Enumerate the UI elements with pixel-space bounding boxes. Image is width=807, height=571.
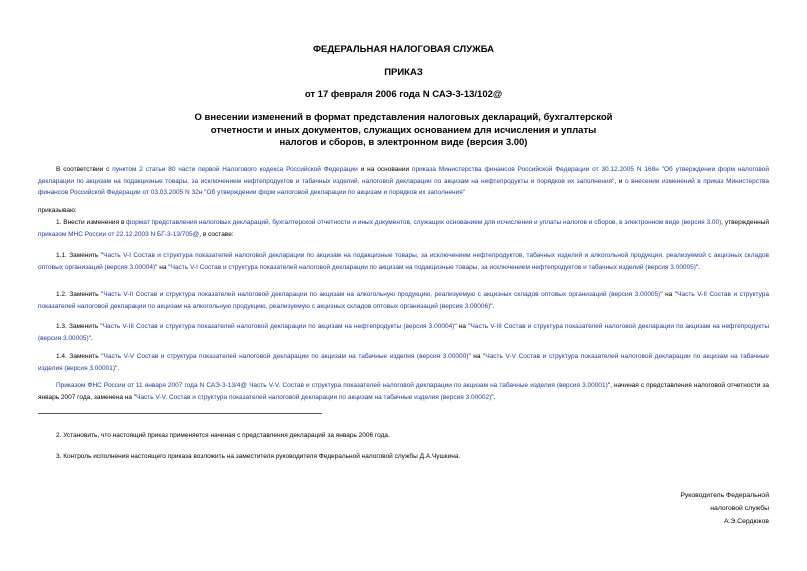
sub-1-2-text-1: 1.2. Заменить " bbox=[56, 291, 104, 298]
part-v-v-old-link[interactable]: Часть V-V Состав и структура показателей налоговой декларации по акцизам на табачные изделия (версия 3.00000) bbox=[103, 353, 469, 360]
signature-name: А.Э.Сердюков bbox=[723, 518, 769, 525]
sub-1-2-text-2: " на " bbox=[660, 291, 678, 298]
title-line-1: О внесении изменений в формат представления налоговых деклараций, бухгалтерской bbox=[194, 112, 613, 123]
editorial-note bbox=[38, 380, 769, 403]
order-word: приказываю: bbox=[38, 207, 77, 214]
sub-1-3-text-1: 1.3. Заменить " bbox=[56, 323, 103, 330]
part-v-ii-old-link[interactable]: Часть V-II Состав и структура показателей налоговой декларации по акцизам на алкогольную продукцию, реализуемую с акцизных складов оптовых организаций (версия 3.00005) bbox=[103, 291, 661, 298]
note-text-2: ", начиная с представления налоговой отчетности за январь 2007 года, заменена на " bbox=[38, 382, 770, 401]
note-part-v-v-new-link[interactable]: Часть V-V. Состав и структура показателей налоговой декларации по акцизам на табачные изделия (версия 3.00002) bbox=[136, 393, 492, 401]
title-line-3: налогов и сборов, в электронном виде (версия 3.00) bbox=[279, 137, 528, 148]
item-1-paragraph bbox=[38, 217, 769, 240]
tax-code-link[interactable]: пунктом 2 статьи 80 части первой Налогового кодекса Российской Федерации bbox=[112, 166, 358, 173]
sub-1-1-text-1: 1.1. Заменить " bbox=[56, 252, 104, 259]
agency-name: ФЕДЕРАЛЬНАЯ НАЛОГОВАЯ СЛУЖБА bbox=[312, 44, 495, 55]
sub-item-1-1 bbox=[38, 250, 769, 273]
item-1-text-3: , в составе: bbox=[199, 230, 234, 238]
item-1-text-1: 1. Внести изменения в bbox=[56, 219, 127, 226]
mns-order-link[interactable]: приказом МНС России от 22.12.2003 N БГ-3-13/705@ bbox=[38, 230, 200, 238]
preamble-paragraph bbox=[38, 164, 769, 199]
sub-item-1-3 bbox=[38, 321, 769, 344]
title-line-2: отчетности и иных документов, служащих основанием для исчисления и уплаты bbox=[210, 124, 597, 136]
preamble-text-2: и на основании bbox=[357, 166, 413, 173]
part-v-iii-old-link[interactable]: Часть V-III Состав и структура показателей налоговой декларации по акцизам на нефтепродукты (версия 3.00004) bbox=[102, 323, 455, 330]
signature-position: Руководитель Федеральной bbox=[680, 492, 769, 499]
note-text-3: ". bbox=[491, 393, 496, 401]
sub-1-4-text-2: " на " bbox=[468, 353, 486, 360]
sub-1-3-text-3: ". bbox=[88, 334, 93, 342]
document-title bbox=[120, 112, 687, 150]
item-2-paragraph: 2. Установить, что настоящий приказ применяется начиная с представления деклараций за январь 2006 года. bbox=[56, 432, 390, 439]
sub-1-4-text-1: 1.4. Заменить " bbox=[56, 353, 104, 360]
sub-1-1-text-2: " на " bbox=[155, 263, 171, 271]
part-v-i-old-link[interactable]: Часть V-I Состав и структура показателей налоговой декларации по акцизам на подакцизные товары, за исключением нефтепродуктов, табачных изделий и алкогольной продукции, реализуемой с акцизных складов оптовых организаций (версия 3.00004) bbox=[38, 252, 769, 271]
sub-item-1-2 bbox=[38, 289, 769, 312]
format-link[interactable]: формат представления налоговых деклараций, бухгалтерской отчетности и иных документов, служащих основанием для исчисления и уплаты налогов и сборов, в электронном виде (версия 3.00) bbox=[126, 219, 722, 226]
minfin-order-168n-link[interactable]: приказа Министерства финансов Российской Федерации от 30.12.2005 N 168н "Об утверждении форм налоговой декларации по акцизам на подакцизные товары, за исключением нефтепродуктов и табачных изделий, налоговой декларации по акцизам на нефтепродукты и порядков их заполнения" bbox=[38, 166, 769, 185]
sub-1-2-text-3: ". bbox=[490, 302, 495, 310]
preamble-text-3: , и bbox=[614, 177, 625, 185]
part-v-v-new-link[interactable]: Часть V-V Состав и структура показателей налоговой декларации по акцизам на табачные изделия (версия 3.00001) bbox=[38, 353, 769, 372]
signature-agency: налоговой службы bbox=[710, 505, 769, 512]
sub-item-1-4 bbox=[38, 351, 769, 374]
item-3-paragraph: 3. Контроль исполнения настоящего приказа возложить на заместителя руководителя Федеральной налоговой службы Д.А.Чушкина. bbox=[56, 453, 461, 460]
signature-block bbox=[680, 489, 769, 528]
sub-1-1-text-3: ". bbox=[695, 263, 701, 271]
preamble-text-1: В соответствии с bbox=[56, 166, 113, 173]
document-type: ПРИКАЗ bbox=[384, 67, 423, 78]
item-1-text-2: , утвержденный bbox=[721, 219, 769, 226]
document-date-number: от 17 февраля 2006 года N САЭ-3-13/102@ bbox=[304, 89, 503, 100]
fns-order-2007-link[interactable]: Приказом ФНС России от 11 января 2007 года N САЭ-3-13/4@ bbox=[56, 382, 247, 389]
part-v-ii-new-link[interactable]: Часть V-II Состав и структура показателей налоговой декларации по акцизам на алкогольную продукцию, реализуемую с акцизных складов оптовых организаций (версия 3.00006) bbox=[38, 291, 769, 310]
minfin-order-32n-link[interactable]: о внесении изменений в приказ Министерства финансов Российской Федерации от 03.03.2005 N 32н "Об утверждении форм налоговой декларации по акцизам и порядков их заполнения" bbox=[38, 177, 769, 196]
sub-1-4-text-3: ". bbox=[115, 364, 120, 372]
sub-1-3-text-2: " на " bbox=[454, 323, 471, 330]
part-v-i-new-link[interactable]: Часть V-I Состав и структура показателей налоговой декларации по акцизам на подакцизные товары, за исключением нефтепродуктов и табачных изделий (версия 3.00005) bbox=[170, 263, 696, 271]
note-part-v-v-old-link[interactable]: Часть V-V. Состав и структура показателей налоговой декларации по акцизам на табачные изделия (версия 3.00001) bbox=[249, 382, 608, 389]
note-divider bbox=[38, 413, 322, 414]
part-v-iii-new-link[interactable]: Часть V-III Состав и структура показателей налоговой декларации по акцизам на нефтепродукты (версия 3.00005) bbox=[38, 323, 769, 342]
